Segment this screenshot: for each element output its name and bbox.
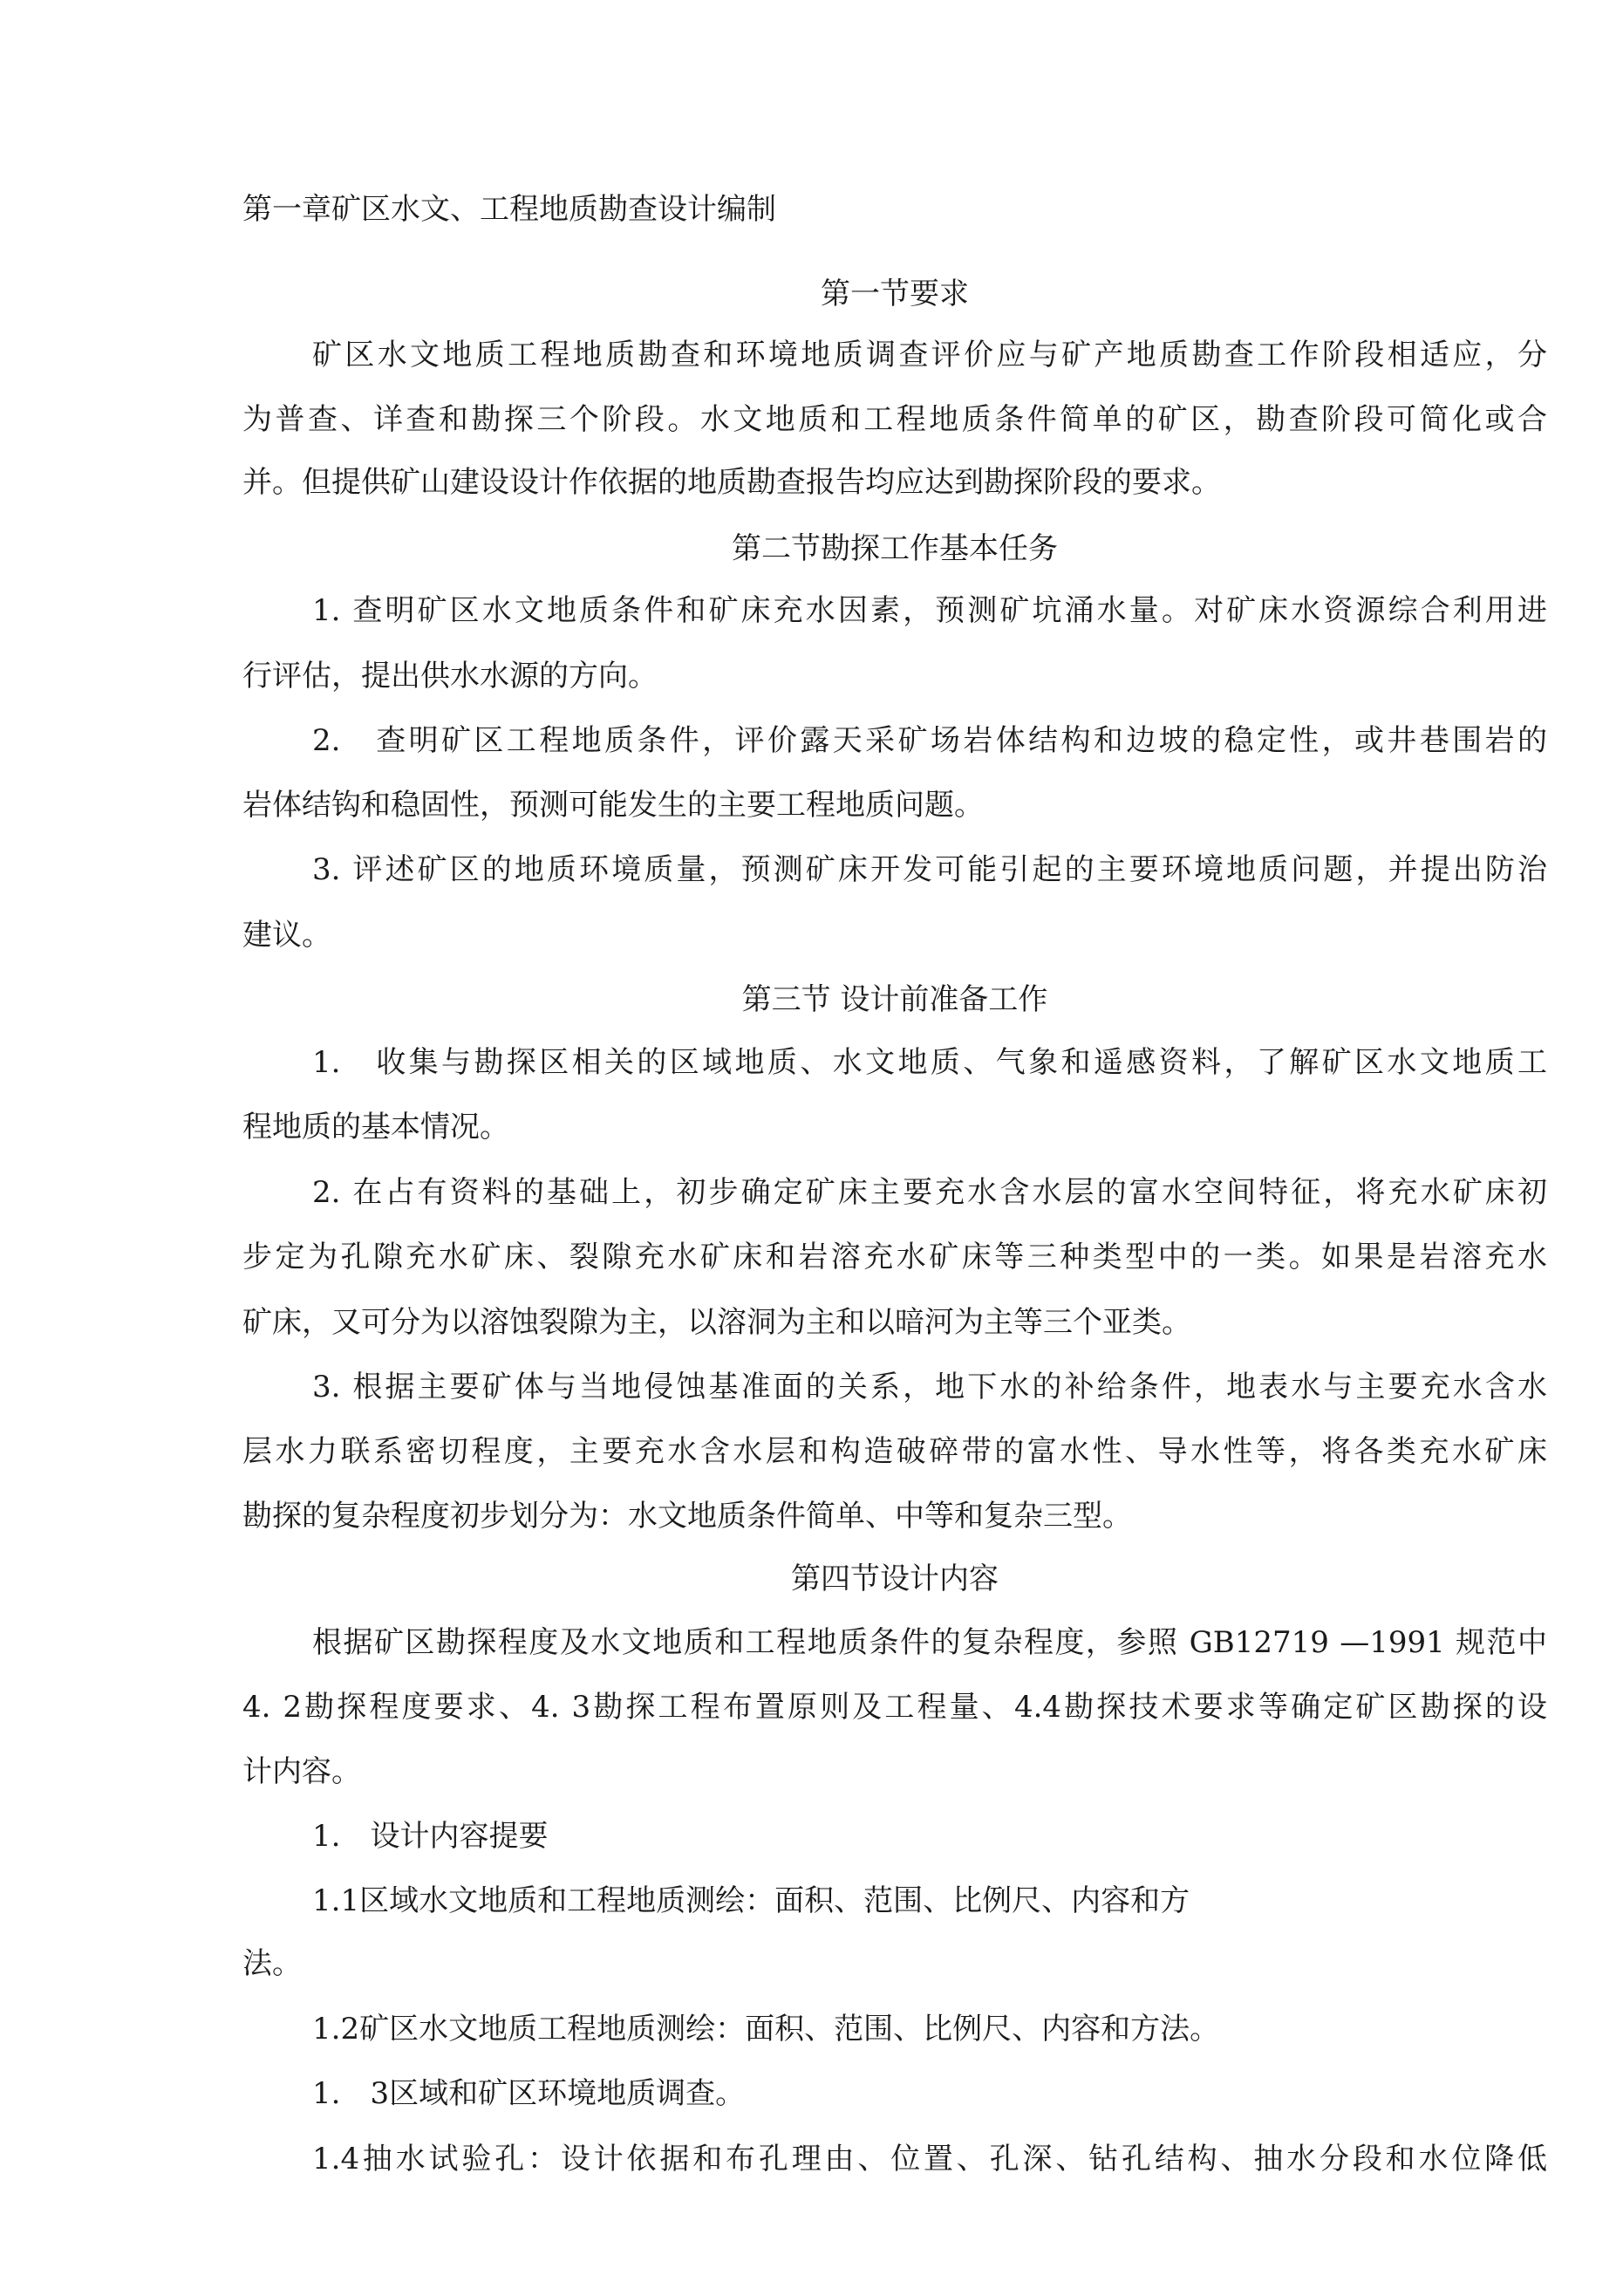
list-item-line: 程地质的基本情况。: [242, 1110, 509, 1145]
list-item-line: 3. 评述矿区的地质环境质量，预测矿床开发可能引起的主要环境地质问题，并提出防治: [312, 852, 1547, 887]
list-item-line: 步定为孔隙充水矿床、裂隙充水矿床和岩溶充水矿床等三种类型中的一类。如果是岩溶充水: [242, 1240, 1547, 1274]
list-item-line: 3. 根据主要矿体与当地侵蚀基准面的关系，地下水的补给条件，地表水与主要充水含水: [312, 1370, 1547, 1404]
sub-heading: 1. 设计内容提要: [312, 1819, 549, 1854]
paragraph-line: 4. 2勘探程度要求、4. 3勘探工程布置原则及工程量、4.4勘探技术要求等确定矿区勘探的设: [242, 1690, 1547, 1725]
list-item-line: 1.4抽水试验孔：设计依据和布孔理由、位置、孔深、钻孔结构、抽水分段和水位降低: [312, 2142, 1547, 2176]
list-item-line: 层水力联系密切程度，主要充水含水层和构造破碎带的富水性、导水性等，将各类充水矿床: [242, 1434, 1547, 1469]
paragraph-line: 矿区水文地质工程地质勘查和环境地质调查评价应与矿产地质勘查工作阶段相适应，分: [312, 338, 1547, 372]
list-item-line: 1. 3区域和矿区环境地质调查。: [312, 2076, 746, 2111]
list-item-line: 法。: [242, 1946, 302, 1981]
section-heading: 第二节勘探工作基本任务: [732, 531, 1058, 566]
paragraph-line: 为普查、详查和勘探三个阶段。水文地质和工程地质条件简单的矿区，勘查阶段可简化或合: [242, 402, 1547, 437]
list-item-line: 1.1区域水文地质和工程地质测绘：面积、范围、比例尺、内容和方: [312, 1883, 1190, 1918]
list-item-line: 行评估，提出供水水源的方向。: [242, 659, 658, 694]
paragraph-line: 根据矿区勘探程度及水文地质和工程地质条件的复杂程度，参照 GB12719 —1991 规范中: [312, 1625, 1547, 1660]
list-item-line: 1. 收集与勘探区相关的区域地质、水文地质、气象和遥感资料，了解矿区水文地质工: [312, 1045, 1547, 1080]
list-item-line: 2. 查明矿区工程地质条件，评价露天采矿场岩体结构和边坡的稳定性，或井巷围岩的: [312, 723, 1547, 758]
chapter-title: 第一章矿区水文、工程地质勘查设计编制: [242, 192, 776, 227]
list-item-line: 勘探的复杂程度初步划分为：水文地质条件简单、中等和复杂三型。: [242, 1499, 1132, 1534]
list-item-line: 建议。: [242, 918, 331, 953]
paragraph-line: 计内容。: [242, 1754, 361, 1789]
section-heading: 第三节 设计前准备工作: [741, 982, 1048, 1017]
section-heading: 第四节设计内容: [791, 1561, 999, 1596]
list-item-line: 矿床，又可分为以溶蚀裂隙为主，以溶洞为主和以暗河为主等三个亚类。: [242, 1305, 1191, 1340]
list-item-line: 1. 查明矿区水文地质条件和矿床充水因素，预测矿坑涌水量。对矿床水资源综合利用进: [312, 593, 1547, 628]
list-item-line: 1.2矿区水文地质工程地质测绘：面积、范围、比例尺、内容和方法。: [312, 2012, 1220, 2047]
list-item-line: 2. 在占有资料的基础上，初步确定矿床主要充水含水层的富水空间特征，将充水矿床初: [312, 1175, 1547, 1210]
section-heading: 第一节要求: [821, 277, 969, 311]
list-item-line: 岩体结钩和稳固性，预测可能发生的主要工程地质问题。: [242, 788, 984, 823]
paragraph-line: 并。但提供矿山建设设计作依据的地质勘查报告均应达到勘探阶段的要求。: [242, 465, 1221, 500]
